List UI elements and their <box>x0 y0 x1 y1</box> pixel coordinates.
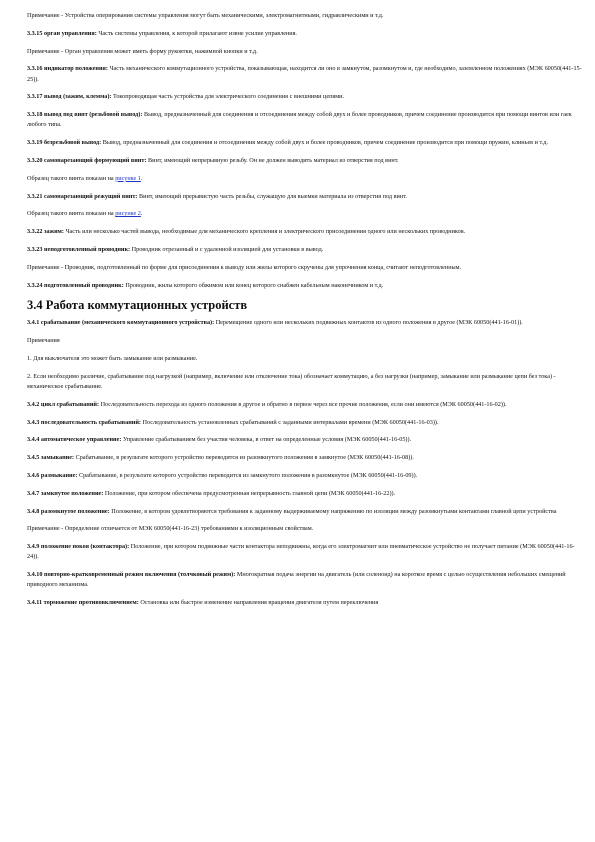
paragraph: 3.4.11 торможение противовключением: Остановка или быстрое изменение направления вращения двигателя путем переключения <box>27 599 379 607</box>
paragraph: 3.4.5 замыкание: Срабатывание, в результате которого устройство переводится из разомкнутого положения в замкнутое (МЭК 60050(441-16-08)). <box>27 454 414 462</box>
paragraph: 3.3.22 зажим: Часть или несколько частей вывода, необходимые для механического крепления и электрического присоединения одного или нескольких проводников. <box>27 228 466 236</box>
paragraph: Примечание - Устройства оперирования системы управления могут быть механическими, электромагнитными, гидравлическими и т.д. <box>27 12 384 19</box>
term: 3.3.19 безрезьбовой вывод: <box>27 139 102 147</box>
paragraph-list-2 <box>27 318 585 608</box>
paragraph: 3.4.9 положение покоя (контактора): Положение, при котором подвижные части контактора неподвижны, когда его электромагнит или пневматическое устройство не получает питание (МЭК 60050(441-16-24)). <box>27 543 575 561</box>
term: 3.4.1 срабатывание (механического коммутационного устройства): <box>27 319 215 327</box>
section-heading: 3.4 Работа коммутационных устройств <box>27 298 248 313</box>
term: 3.4.6 размыкание: <box>27 471 78 479</box>
term: 3.4.10 повторно-кратковременный режим включения (толчковый режим): <box>27 571 236 579</box>
paragraph: Примечание - Орган управления может иметь форму рукоятки, нажимной кнопки и т.д. <box>27 47 258 55</box>
paragraph: 3.4.8 разомкнутое положение: Положение, в котором удовлетворяются требования к заданному выдерживаемому напряжению по изоляции между разомкнутыми контактами главной цепи устройства <box>27 507 557 515</box>
paragraph: 3.3.19 безрезьбовой вывод: Вывод, предназначенный для соединения и отсоединения между собой двух и более проводников, причем соединение производится при помощи пружин, клиньев и т.д. <box>27 139 548 147</box>
term: 3.4.8 разомкнутое положение: <box>27 507 110 515</box>
paragraph: Образец такого винта показан на рисунке 2. <box>27 210 143 218</box>
term: 3.3.21 самонарезающий режущий винт: <box>27 192 138 200</box>
paragraph: 3.4.7 замкнутое положение: Положение, при котором обеспечена предусмотренная непрерывность главной цепи (МЭК 60050(441-16-22)). <box>27 489 396 497</box>
term: 3.4.2 цикл срабатываний: <box>27 400 100 408</box>
paragraph: Примечания <box>27 337 60 345</box>
paragraph: 3.3.17 вывод (зажим, клемма): Токопроводящая часть устройства для электрического соединения с внешними цепями. <box>27 93 344 101</box>
paragraph: 3.3.20 самонарезающий формующий винт: Винт, имеющий непрерывную резьбу. Он не должен выводить материал из отверстия под винт. <box>27 156 399 164</box>
term: 3.4.7 замкнутое положение: <box>27 489 104 497</box>
term: 3.3.20 самонарезающий формующий винт: <box>27 156 147 164</box>
term: 3.3.23 неподготовленный проводник: <box>27 245 131 253</box>
term: 3.4.9 положение покоя (контактора): <box>27 543 130 551</box>
paragraph: 3.4.1 срабатывание (механического коммутационного устройства): Перемещение одного или нескольких подвижных контактов из одного положения в другое (МЭК 60050(441-16-01)). <box>27 319 523 327</box>
paragraph: 3.3.23 неподготовленный проводник: Проводник отрезанный и с удаленной изоляцией для установки в вывод. <box>27 245 324 253</box>
paragraph: 3.4.3 последовательность срабатываний: Последовательность установленных срабатываний с заданными интервалами времени (МЭК 60050(441-16-03)). <box>27 418 439 426</box>
term: 3.4.11 торможение противовключением: <box>27 599 139 607</box>
paragraph: Примечание - Определение отличается от МЭК 60050(441-16-23) требованиями к изоляционным свойствам. <box>27 525 314 533</box>
term: 3.4.4 автоматическое управление: <box>27 436 122 444</box>
paragraph: 3.3.16 индикатор положения: Часть механического коммутационного устройства, показывающая, находится ли оно в замкнутом, разомкнутом и, где необходимо, заземленном положениях (МЭК 60050(441-15-25)). <box>27 65 582 83</box>
term: 3.4.5 замыкание: <box>27 454 75 462</box>
paragraph: 3.4.4 автоматическое управление: Управление срабатыванием без участия человека, в ответ на определенные условия (МЭК 60050(441-16-05)). <box>27 436 412 444</box>
term: 3.3.22 зажим: <box>27 228 64 236</box>
term: 3.4.3 последовательность срабатываний: <box>27 418 141 426</box>
paragraph: 3.4.2 цикл срабатываний: Последовательность перехода из одного положения в другое и обратно в первое через все прочие положения, если они имеются (МЭК 60050(441-16-02)). <box>27 400 507 408</box>
term: 3.3.18 вывод под винт (резьбовой вывод): <box>27 111 143 119</box>
paragraph: 3.3.18 вывод под винт (резьбовой вывод): Вывод, предназначенный для соединения и отсоединения между собой двух и более проводников, причем соединение производится при помощи винтов или гаек любого типа. <box>27 111 572 129</box>
paragraph: 3.3.15 орган управления: Часть системы управления, к которой прилагают извне усилие управления. <box>27 29 297 37</box>
paragraph: 1. Для выключателя это может быть замыкание или размыкание. <box>27 354 198 362</box>
paragraph: Образец такого винта показан на рисунке 1. <box>27 174 143 182</box>
figure-link[interactable]: рисунке 2 <box>115 210 141 218</box>
term: 3.3.24 подготовленный проводник: <box>27 281 124 289</box>
paragraph: 3.3.24 подготовленный проводник: Проводник, жилы которого обжимом или конец которого снабжен кабельным наконечником и т.д. <box>27 281 384 289</box>
term: 3.3.15 орган управления: <box>27 29 97 37</box>
paragraph: 3.4.6 размыкание: Срабатывание, в результате которого устройство переводится из замкнутого положения в разомкнутое (МЭК 60050(441-16-09)). <box>27 471 418 479</box>
term: 3.3.17 вывод (зажим, клемма): <box>27 93 112 101</box>
paragraph: 2. Если необходимо различие, срабатывание под нагрузкой (например, включение или отключение тока) обозначает коммутацию, а без нагрузки (например, замыкание или размыкание цепи без тока) - механическое срабатывание. <box>27 372 556 390</box>
figure-link[interactable]: рисунке 1 <box>115 174 141 182</box>
paragraph: Примечание - Проводник, подготовленный по форме для присоединения к выводу или жилы которого скручены для упрочнения конца, считают неподготовленным. <box>27 263 462 271</box>
term: 3.3.16 индикатор положения: <box>27 65 108 73</box>
paragraph: 3.4.10 повторно-кратковременный режим включения (толчковый режим): Многократная подача энергии на двигатель (или соленоид) на короткое время с целью осуществления небольших смещений приводного механизма. <box>27 571 566 589</box>
paragraph: 3.3.21 самонарезающий режущий винт: Винт, имеющий прерывистую часть резьбы, служащую для выемки материала из отверстия под винт. <box>27 192 407 200</box>
paragraph-list-1 <box>27 11 585 291</box>
